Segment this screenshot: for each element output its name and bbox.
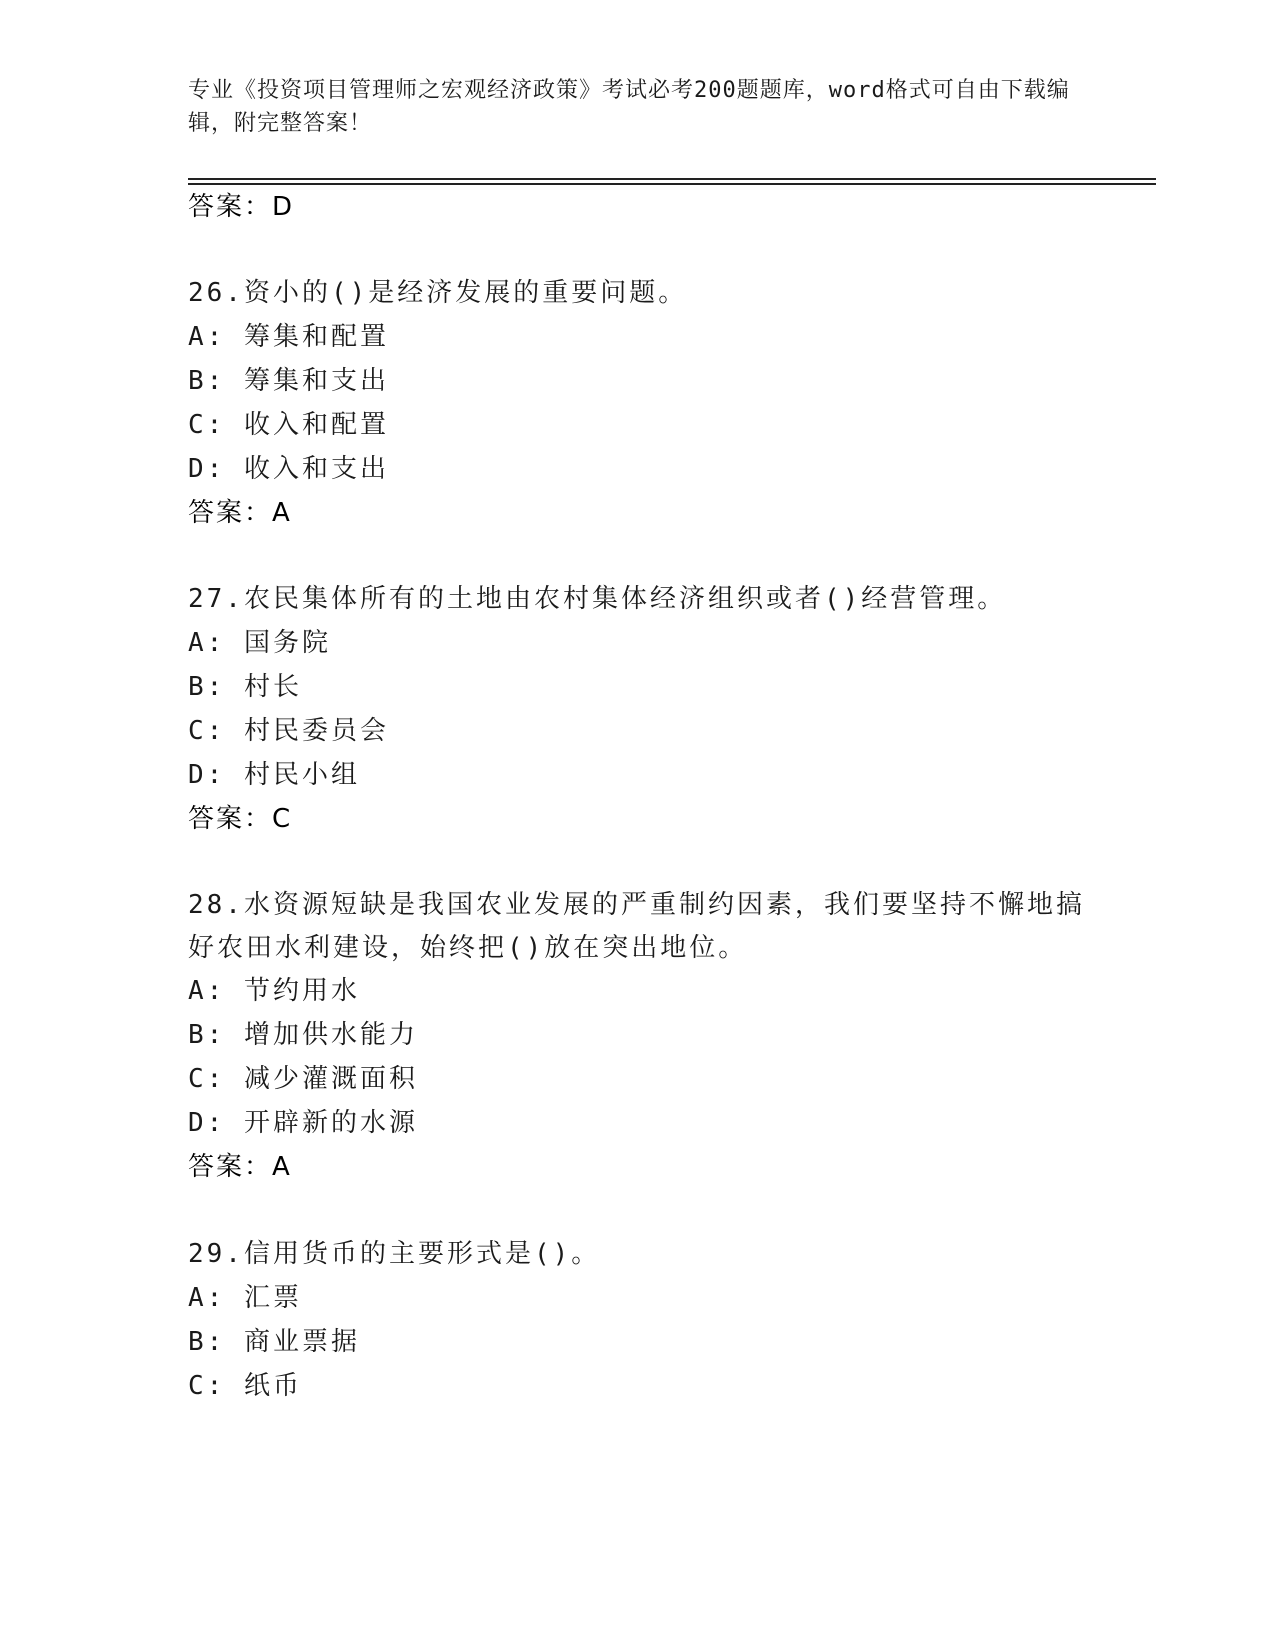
question-28-stem-line-2: 好农田水利建设，始终把()放在突出地位。 — [188, 933, 748, 963]
question-28-answer: 答案：A — [188, 1152, 292, 1182]
question-28-option-a: A: 节约用水 — [188, 976, 360, 1006]
question-29-option-c: C: 纸币 — [188, 1371, 302, 1401]
document-header: 专业《投资项目管理师之宏观经济政策》考试必考200题题库，word格式可自由下载编辑，附完整答案！ — [188, 78, 1070, 136]
question-26-option-b: B: 筹集和支出 — [188, 366, 389, 396]
question-27-answer: 答案：C — [188, 804, 293, 834]
question-29-option-a: A: 汇票 — [188, 1283, 302, 1313]
question-26-option-c: C: 收入和配置 — [188, 410, 389, 440]
question-28-option-c: C: 减少灌溉面积 — [188, 1064, 418, 1094]
question-28-option-b: B: 增加供水能力 — [188, 1020, 418, 1050]
question-27-stem: 27.农民集体所有的土地由农村集体经济组织或者()经营管理。 — [188, 584, 1007, 614]
header-divider-top — [188, 178, 1156, 180]
question-26-stem: 26.资小的()是经济发展的重要问题。 — [188, 278, 688, 308]
answer-line: 答案：D — [188, 192, 295, 222]
question-28-stem-line-1: 28.水资源短缺是我国农业发展的严重制约因素，我们要坚持不懈地搞 — [188, 890, 1085, 920]
question-27-option-d: D: 村民小组 — [188, 760, 360, 790]
question-27-option-a: A: 国务院 — [188, 628, 331, 658]
question-26-option-a: A: 筹集和配置 — [188, 322, 389, 352]
question-29-stem: 29.信用货币的主要形式是()。 — [188, 1239, 601, 1269]
question-27-option-b: B: 村长 — [188, 672, 302, 702]
question-26-answer: 答案：A — [188, 498, 292, 528]
question-27-option-c: C: 村民委员会 — [188, 716, 389, 746]
question-26-option-d: D: 收入和支出 — [188, 454, 389, 484]
question-28-option-d: D: 开辟新的水源 — [188, 1108, 418, 1138]
header-divider-bottom — [188, 183, 1156, 185]
question-29-option-b: B: 商业票据 — [188, 1327, 360, 1357]
